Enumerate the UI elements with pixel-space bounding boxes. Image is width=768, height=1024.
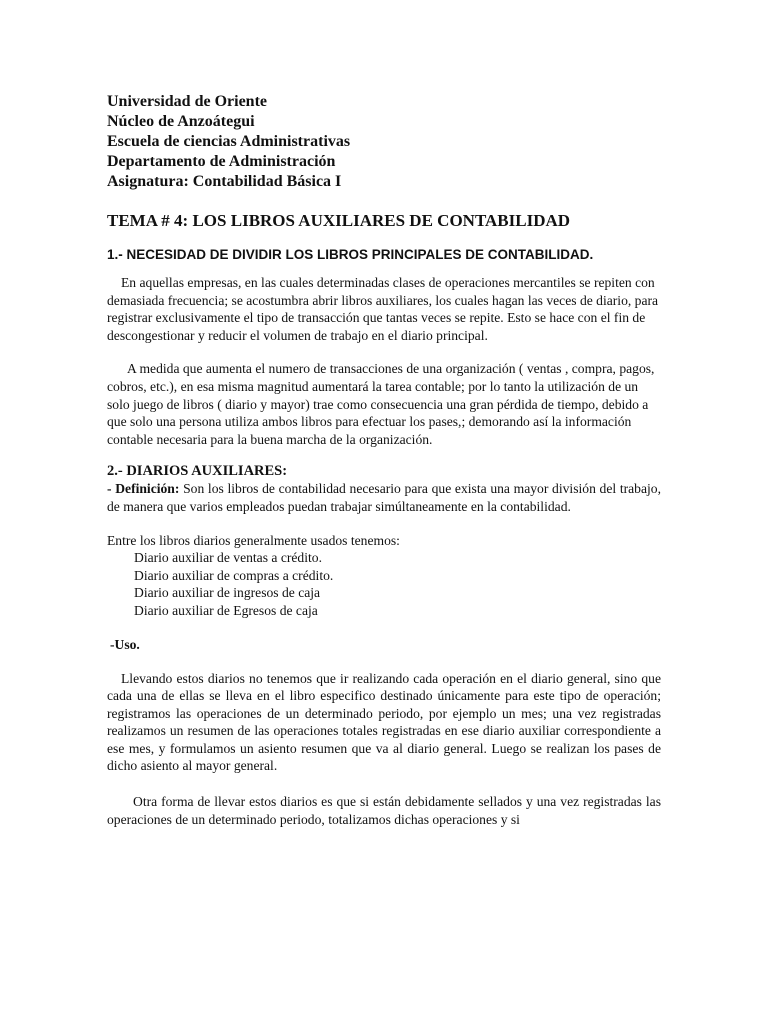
auxiliary-journals-list — [107, 549, 661, 619]
list-item: Diario auxiliar de ingresos de caja — [134, 585, 321, 601]
header-subject: Asignatura: Contabilidad Básica I — [107, 173, 342, 190]
uso-label: -Uso. — [110, 636, 140, 652]
list-item: Diario auxiliar de ventas a crédito. — [134, 550, 322, 566]
definition-label: - Definición: — [107, 481, 180, 497]
header-school: Escuela de ciencias Administrativas — [107, 133, 351, 150]
section2-title: 2.- DIARIOS AUXILIARES: — [107, 463, 288, 480]
document-page — [107, 92, 661, 828]
header-university: Universidad de Oriente — [107, 93, 267, 110]
uso-paragraph2: Otra forma de llevar estos diarios es que si están debidamente sellados y una vez registradas las operaciones de un determinado periodo, totalizamos dichas operaciones y si — [107, 794, 661, 827]
header-nucleus: Núcleo de Anzoátegui — [107, 113, 255, 130]
section1-paragraph2: A medida que aumenta el numero de transacciones de una organización ( ventas , compra, pagos, cobros, etc.), en esa misma magnitud aumentará la tarea contable; por lo tanto la utilización de un solo juego de libros ( diario y mayor) trae como consecuencia una gran pérdida de tiempo, debido a que solo una persona utiliza ambos libros para efectuar los pases,; demorando así la información contable necesaria para la buena marcha de la organización. — [107, 361, 655, 447]
list-item: Diario auxiliar de Egresos de caja — [134, 602, 318, 618]
definition-paragraph — [107, 480, 661, 515]
section1-paragraph1: En aquellas empresas, en las cuales determinadas clases de operaciones mercantiles se repiten con demasiada frecuencia; se acostumbra abrir libros auxiliares, los cuales hagan las veces de diario, para registrar exclusivamente el tipo de transacción que tantas veces se repite. Esto se hace con el fin de descongestionar y reducir el volumen de trabajo en el diario principal. — [107, 275, 659, 343]
list-intro: Entre los libros diarios generalmente usados tenemos: — [107, 532, 400, 548]
list-item: Diario auxiliar de compras a crédito. — [134, 567, 334, 583]
definition-text: Son los libros de contabilidad necesario para que exista una mayor división del trabajo, de manera que varios empleados puedan trabajar simúltaneamente en la contabilidad. — [107, 481, 661, 514]
uso-paragraph1: Llevando estos diarios no tenemos que ir realizando cada operación en el diario general, sino que cada una de ellas se lleva en el libro especifico destinado únicamente para este tipo de operación; registramos las operaciones de un determinado periodo, por ejemplo un mes; una vez registradas realizamos un resumen de las operaciones totales registradas en ese diario auxiliar correspondiente a ese mes, y formulamos un asiento resumen que va al diario general. Luego se realizan los pases de dicho asiento al mayor general. — [107, 670, 661, 774]
institution-header — [107, 92, 661, 192]
header-department: Departamento de Administración — [107, 153, 336, 170]
section1-title: 1.- NECESIDAD DE DIVIDIR LOS LIBROS PRINCIPALES DE CONTABILIDAD. — [107, 247, 594, 262]
tema-title: TEMA # 4: LOS LIBROS AUXILIARES DE CONTABILIDAD — [107, 211, 571, 230]
